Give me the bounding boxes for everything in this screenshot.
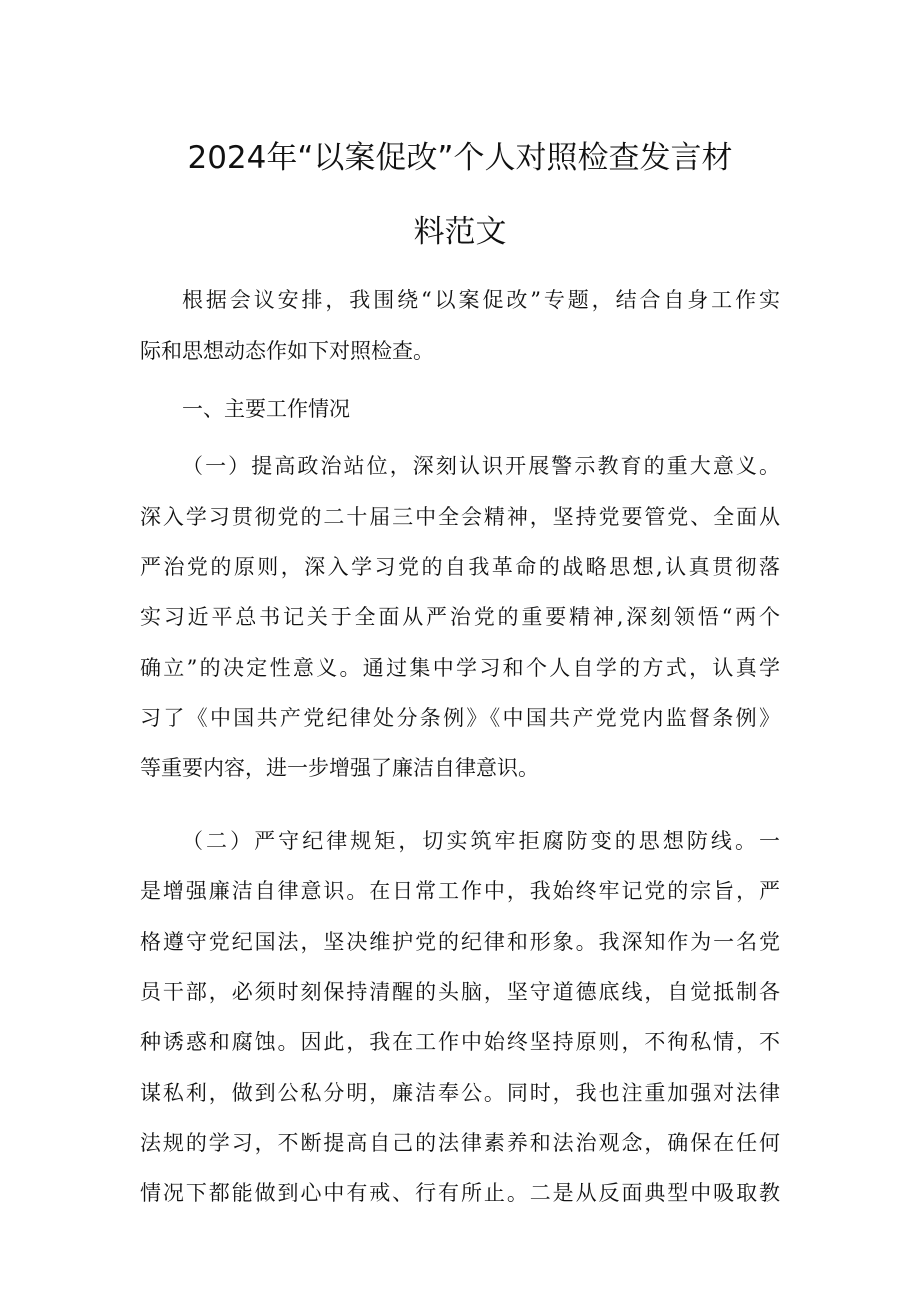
para2-line-6: 谋私利，做到公私分明，廉洁奉公。同时，我也注重加强对法律	[140, 1081, 780, 1105]
para2-line-4: 员干部，必须时刻保持清醒的头脑，坚守道德底线，自觉抵制各	[140, 980, 780, 1004]
para2-line-2: 是增强廉洁自律意识。在日常工作中，我始终牢记党的宗旨，严	[140, 879, 780, 903]
para1-line-1: （一）提高政治站位，深刻认识开展警示教育的重大意义。	[182, 454, 780, 478]
para2-line-3: 格遵守党纪国法，坚决维护党的纪律和形象。我深知作为一名党	[140, 930, 780, 954]
intro-line-1: 根据会议安排，我围绕“以案促改”专题，结合自身工作实	[182, 288, 780, 312]
para2-line-1: （二）严守纪律规矩，切实筑牢拒腐防变的思想防线。一	[182, 829, 780, 853]
para2-line-8: 情况下都能做到心中有戒、行有所止。二是从反面典型中吸取教	[140, 1181, 780, 1205]
para1-line-4: 实习近平总书记关于全面从严治党的重要精神,深刻领悟“两个	[140, 605, 780, 629]
document-title-line-1: 2024年“以案促改”个人对照检查发言材	[187, 140, 733, 176]
para1-line-7: 等重要内容，进一步增强了廉洁自律意识。	[140, 756, 539, 780]
section-heading: 一、主要工作情况	[182, 397, 350, 421]
para1-line-2: 深入学习贯彻党的二十届三中全会精神，坚持党要管党、全面从	[140, 505, 780, 529]
para1-line-6: 习了《中国共产党纪律处分条例》《中国共产党党内监督条例》	[140, 706, 780, 730]
para2-line-5: 种诱惑和腐蚀。因此，我在工作中始终坚持原则，不徇私情，不	[140, 1030, 780, 1054]
para2-line-7: 法规的学习，不断提高自己的法律素养和法治观念，确保在任何	[140, 1131, 780, 1155]
para1-line-5: 确立”的决定性意义。通过集中学习和个人自学的方式，认真学	[140, 656, 780, 680]
para1-line-3: 严治党的原则，深入学习党的自我革命的战略思想,认真贯彻落	[140, 555, 780, 579]
document-title-line-2: 料范文	[413, 214, 507, 250]
intro-line-2: 际和思想动态作如下对照检查。	[140, 339, 434, 363]
